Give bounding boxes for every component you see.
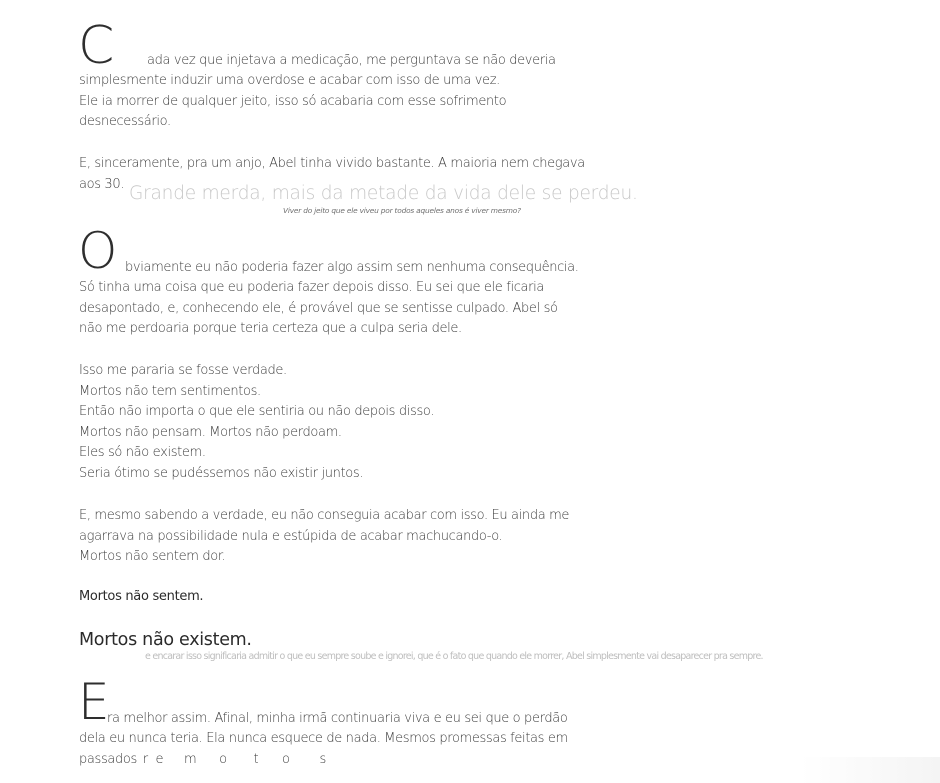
- paragraph-6-first: [107, 709, 627, 730]
- paragraph-3-line-1: bviamente eu não poderia fazer algo assim sem nenhuma consequência.: [125, 260, 579, 275]
- paragraph-1-line-4: desnecessário.: [79, 114, 171, 130]
- paragraph-3-line-4: não me perdoaria porque teria certeza que a culpa seria dele.: [79, 321, 462, 337]
- paragraph-4-line-1: Isso me pararia se fosse verdade.: [79, 363, 287, 378]
- emphasis-line-2: Mortos não existem.: [79, 630, 252, 650]
- paragraph-2-line-2: aos 30.: [79, 176, 125, 192]
- paragraph-6-line-1: ra melhor assim. Afinal, minha irmã continuaria viva e eu sei que o perdão: [107, 711, 568, 726]
- dropcap-e: E: [78, 673, 110, 731]
- paragraph-1-line-1: ada vez que injetava a medicação, me perguntava se não deveria: [147, 53, 556, 68]
- side-note: Viver do jeito que ele viveu por todos aqueles anos é viver mesmo?: [283, 206, 521, 215]
- paragraph-3-first: [125, 258, 645, 279]
- ghost-thought-1: Grande merda, mais da metade da vida dele se perdeu.: [129, 183, 638, 204]
- spaced-word-remotos: [141, 752, 326, 767]
- paragraph-4-line-5: Eles só não existem.: [79, 445, 206, 461]
- paragraph-3-line-2: Só tinha uma coisa que eu poderia fazer depois disso. Eu sei que ele ficaria: [79, 280, 545, 295]
- spaced-letter: e: [155, 751, 164, 767]
- paragraph-1-body: [79, 71, 599, 133]
- paragraph-1-line-3: Ele ia morrer de qualquer jeito, isso só acabaria com esse sofrimento: [79, 93, 507, 109]
- paragraph-1-line-2: simplesmente induzir uma overdose e acabar com isso de uma vez.: [79, 73, 500, 88]
- paragraph-6-line-3: [79, 750, 599, 771]
- paragraph-2-line-1: E, sinceramente, pra um anjo, Abel tinha vivido bastante. A maioria nem chegava: [79, 156, 585, 171]
- dropcap-o: O: [78, 222, 118, 280]
- spaced-letter: o: [219, 751, 227, 767]
- paragraph-1: [118, 51, 638, 72]
- dropcap-c: C: [78, 16, 115, 76]
- paragraph-4-line-2: Mortos não tem sentimentos.: [79, 383, 261, 399]
- paragraph-5-line-2: agarrava na possibilidade nula e estúpida de acabar machucando-o.: [79, 528, 503, 544]
- paragraph-4-line-4: Mortos não pensam. Mortos não perdoam.: [79, 424, 342, 440]
- spaced-letter: r: [142, 751, 148, 767]
- corner-fade: [800, 757, 940, 783]
- paragraph-4-line-3: Então não importa o que ele sentiria ou não depois disso.: [79, 404, 435, 420]
- paragraph-5-line-3: Mortos não sentem dor.: [79, 549, 226, 565]
- paragraph-5: [79, 506, 599, 568]
- paragraph-5-line-1: E, mesmo sabendo a verdade, eu não conseguia acabar com isso. Eu ainda me: [79, 508, 570, 523]
- paragraph-6-line-2: dela eu nunca teria. Ela nunca esquece de nada. Mesmos promessas feitas em: [79, 731, 568, 746]
- paragraph-4-line-6: Seria ótimo se pudéssemos não existir juntos.: [79, 465, 364, 481]
- emphasis-line-1: Mortos não sentem.: [79, 589, 204, 604]
- paragraph-3-line-3: desapontado, e, conhecendo ele, é provável que se sentisse culpado. Abel só: [79, 300, 558, 316]
- spaced-letter: t: [253, 751, 259, 767]
- spaced-letter: m: [183, 751, 197, 767]
- paragraph-4: [79, 361, 599, 485]
- paragraph-6-body: [79, 729, 599, 770]
- paragraph-3-body: [79, 278, 599, 340]
- spaced-letter: o: [282, 751, 290, 767]
- paragraph-6-last-prefix: passados: [79, 751, 137, 767]
- ghost-thought-2: e encarar isso significaria admitir o que eu sempre soube e ignorei, que é o fato que quando ele morrer, Abel simplesmente vai desaparecer pra sempre.: [145, 651, 763, 662]
- spaced-letter: s: [319, 751, 326, 767]
